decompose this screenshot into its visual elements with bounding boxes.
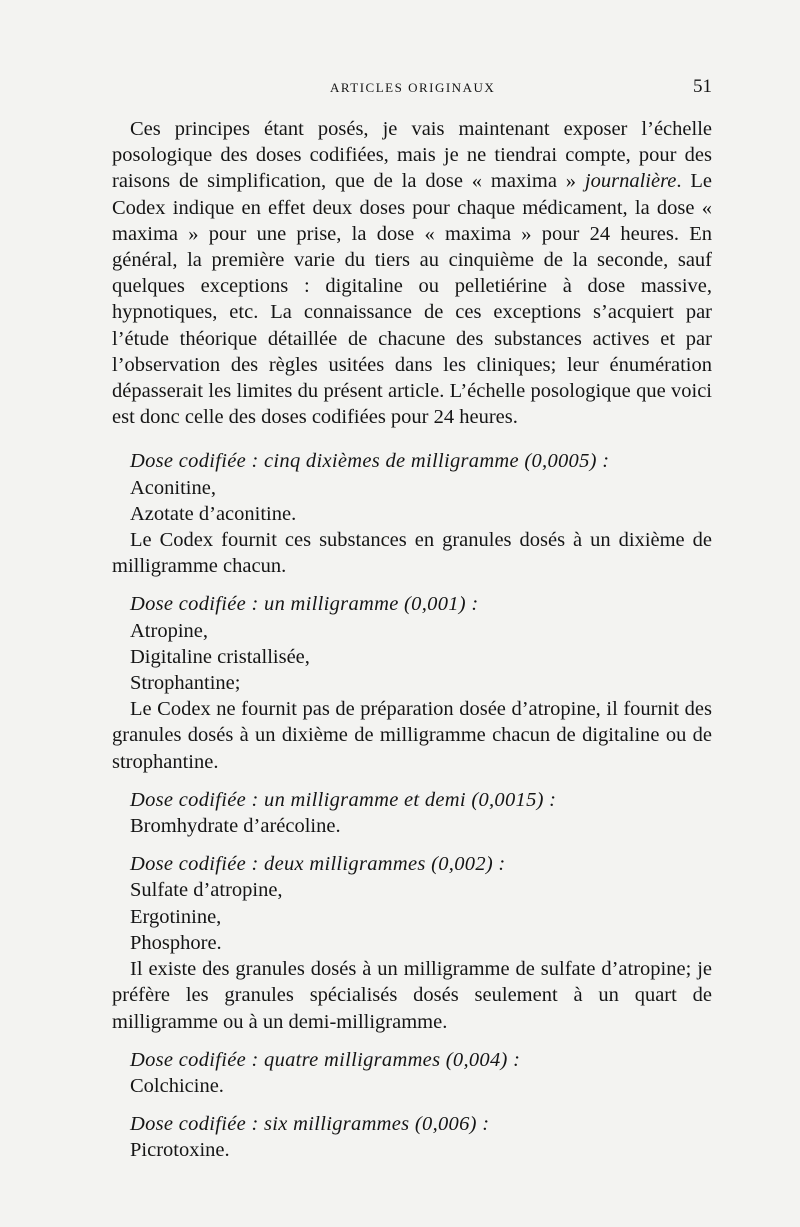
intro-emphasis: journalière	[584, 170, 677, 193]
substance-item: Azotate d’aconitine.	[130, 502, 297, 525]
dose-heading: Dose codifiée : six milligrammes (0,006) :	[130, 1113, 490, 1136]
dose-heading: Dose codifiée : un milligramme et demi (0,0015) :	[130, 788, 557, 811]
dose-section	[112, 787, 712, 839]
substance-item: Phosphore.	[130, 931, 222, 954]
page-number: 51	[693, 76, 712, 97]
intro-paragraph	[112, 116, 712, 430]
substance-item: Strophantine;	[130, 672, 241, 695]
substance-item: Bromhydrate d’arécoline.	[130, 815, 341, 838]
dose-heading: Dose codifiée : deux milligrammes (0,002) :	[130, 853, 506, 876]
section-note: Le Codex fournit ces substances en granules dosés à un dixième de milligramme chacun.	[112, 529, 712, 578]
substance-item: Aconitine,	[130, 476, 216, 499]
dose-section	[112, 1047, 712, 1099]
substance-item: Picrotoxine.	[130, 1139, 230, 1162]
section-note: Il existe des granules dosés à un milligramme de sulfate d’atropine; je préfère les granules spécialisés dosés seulement à un quart de milligramme ou à un demi-milligramme.	[112, 958, 712, 1033]
substance-item: Colchicine.	[130, 1074, 224, 1097]
dose-section	[112, 1111, 712, 1163]
dose-heading: Dose codifiée : un milligramme (0,001) :	[130, 593, 479, 616]
intro-text-part-1: Ces principes étant posés, je vais maintenant exposer l’échelle posologique des doses codifiées, mais je ne tiendrai compte, pour des raisons de simplification, que de la dose « maxima »	[112, 118, 712, 193]
running-title: ARTICLES ORIGINAUX	[330, 80, 496, 95]
article-body	[112, 116, 712, 1164]
substance-item: Digitaline cristallisée,	[130, 645, 310, 668]
dose-heading: Dose codifiée : cinq dixièmes de milligramme (0,0005) :	[130, 450, 610, 473]
substance-item: Atropine,	[130, 619, 208, 642]
intro-text-part-2: . Le Codex indique en effet deux doses pour chaque médicament, la dose « maxima » pour une prise, la dose « maxima » pour 24 heures. En général, la première varie du tiers au cinquième de la seconde, sauf quelques exceptions : digitaline ou pelletiérine à dose massive, hypnotiques, etc. La connaissance de ces exceptions s’acquiert par l’étude théorique détaillée de chacune des substances actives et par l’observation des règles usitées dans les cliniques; leur énumération dépasserait les limites du présent article. L’échelle posologique que voici est donc celle des doses codifiées pour 24 heures.	[112, 170, 712, 429]
dose-section	[112, 448, 712, 579]
section-note: Le Codex ne fournit pas de préparation dosée d’atropine, il fournit des granules dosés à un dixième de milligramme chacun de digitaline ou de strophantine.	[112, 698, 712, 773]
running-header	[112, 78, 712, 102]
substance-item: Ergotinine,	[130, 905, 222, 928]
dose-section	[112, 851, 712, 1034]
substance-item: Sulfate d’atropine,	[130, 879, 283, 902]
dose-heading: Dose codifiée : quatre milligrammes (0,004) :	[130, 1048, 521, 1071]
dose-section	[112, 591, 712, 774]
